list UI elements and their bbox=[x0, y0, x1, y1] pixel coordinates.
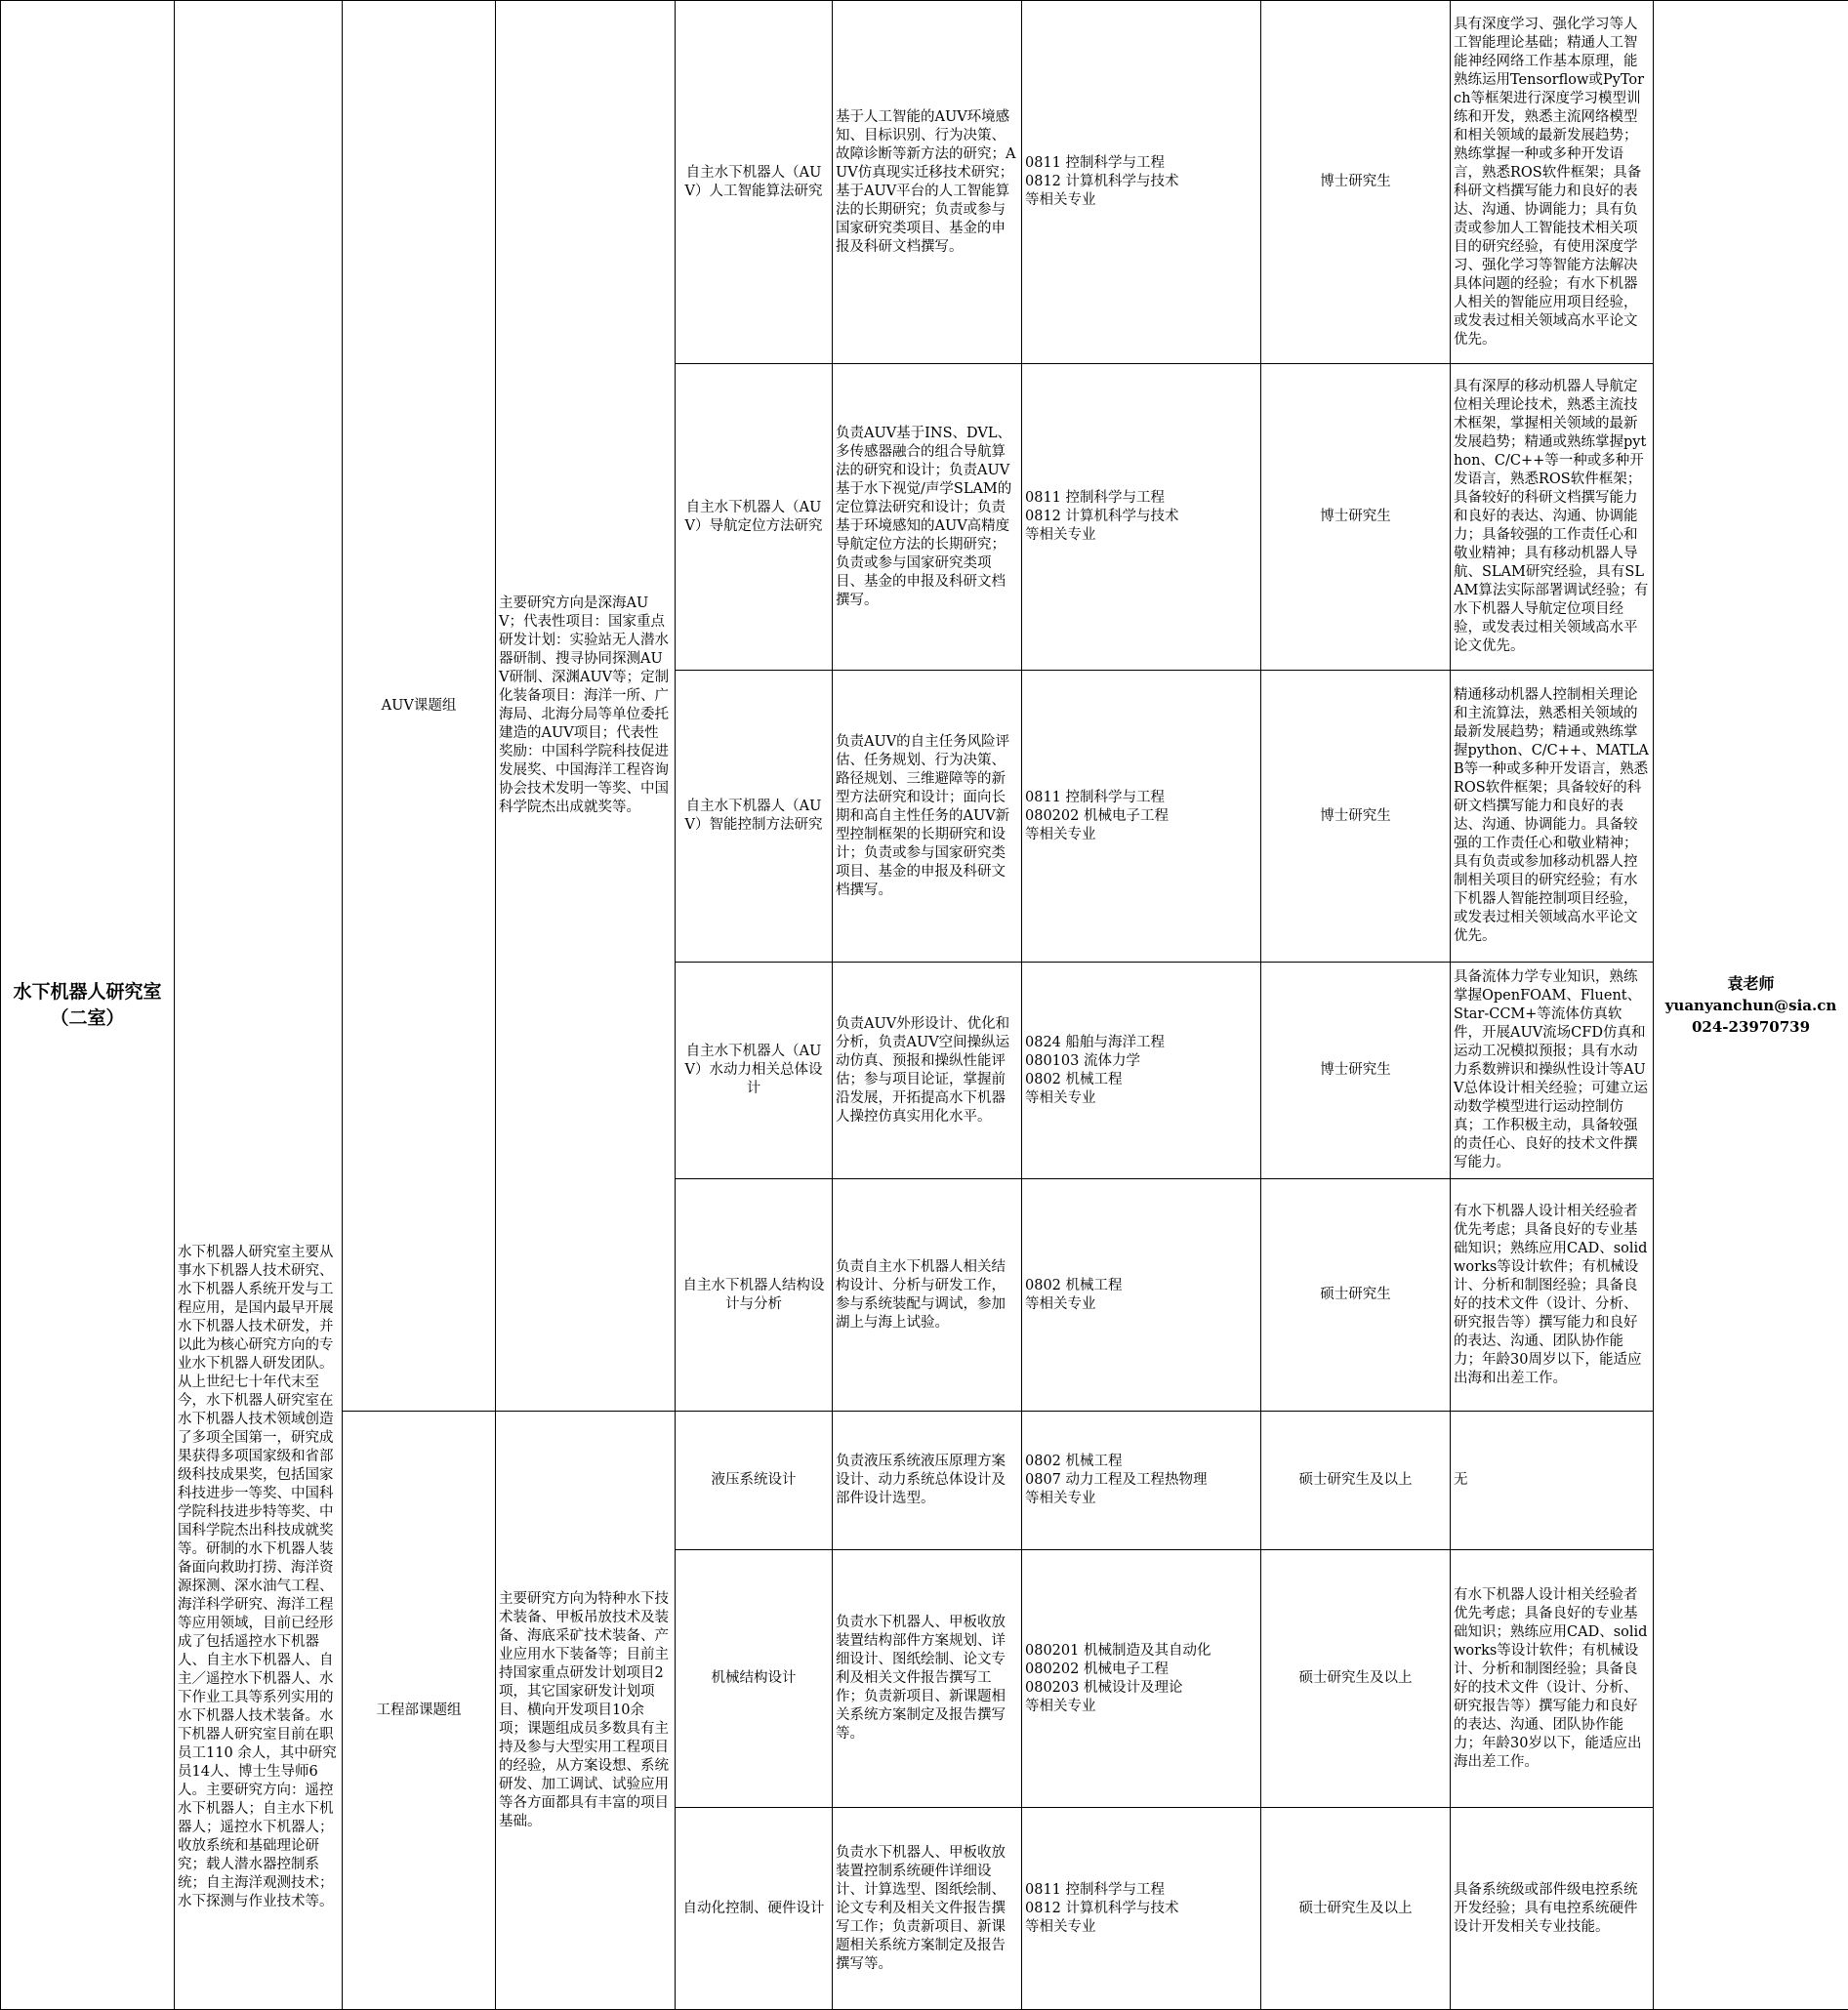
position-requirements: 精通移动机器人控制相关理论和主流算法，熟悉相关领域的最新发展趋势；精通或熟练掌握python、C/C++、MATLAB等一种或多种开发语言，熟悉ROS软件框架；具备较好的科研文档撰写能力和良好的表达、沟通、协调能力。具备较强的工作责任心和敬业精神；具有负责或参加移动机器人控制相关项目的研究经验；有水下机器人智能控制项目经验，或发表过相关领域高水平论文优先。 bbox=[1451, 671, 1654, 963]
position-major: 0824 船舶与海洋工程 080103 流体力学 0802 机械工程 等相关专业 bbox=[1022, 963, 1261, 1179]
position-title: 自主水下机器人（AUV）智能控制方法研究 bbox=[676, 671, 833, 963]
position-requirements: 无 bbox=[1451, 1412, 1654, 1550]
position-duty: 负责自主水下机器人相关结构设计、分析与研发工作，参与系统装配与调试，参加湖上与海上试验。 bbox=[833, 1179, 1022, 1412]
department-subname: （二室） bbox=[4, 1005, 171, 1032]
position-title: 自主水下机器人（AUV）水动力相关总体设计 bbox=[676, 963, 833, 1179]
position-duty: 负责AUV外形设计、优化和分析，负责AUV空间操纵运动仿真、预报和操纵性能评估；参与项目论证，掌握前沿发展，开拓提高水下机器人操控仿真实用化水平。 bbox=[833, 963, 1022, 1179]
position-requirements: 有水下机器人设计相关经验者优先考虑；具备良好的专业基础知识；熟练应用CAD、solidworks等设计软件；有机械设计、分析和制图经验；具备良好的技术文件（设计、分析、研究报告等）撰写能力和良好的表达、沟通、团队协作能力；年龄30岁以下，能适应出海出差工作。 bbox=[1451, 1550, 1654, 1808]
position-major: 0811 控制科学与工程 0812 计算机科学与技术 等相关专业 bbox=[1022, 364, 1261, 671]
position-title: 自主水下机器人（AUV）人工智能算法研究 bbox=[676, 1, 833, 364]
contact-cell bbox=[1654, 1, 1848, 2010]
position-requirements: 具有深度学习、强化学习等人工智能理论基础；精通人工智能神经网络工作基本原理，能熟练运用Tensorflow或PyTorch等框架进行深度学习模型训练和开发，熟悉主流网络模型和相关领域的最新发展趋势；熟练掌握一种或多种开发语言，熟悉ROS软件框架；具备科研文档撰写能力和良好的表达、沟通、协调能力；具有负责或参加人工智能技术相关项目的研究经验，有使用深度学习、强化学习等智能方法解决具体问题的经验；有水下机器人相关的智能应用项目经验，或发表过相关领域高水平论文优先。 bbox=[1451, 1, 1654, 364]
position-title: 机械结构设计 bbox=[676, 1550, 833, 1808]
position-major: 0811 控制科学与工程 080202 机械电子工程 等相关专业 bbox=[1022, 671, 1261, 963]
contact-phone: 024-23970739 bbox=[1657, 1016, 1845, 1038]
position-title: 自主水下机器人（AUV）导航定位方法研究 bbox=[676, 364, 833, 671]
group-intro-engineering: 主要研究方向为特种水下技术装备、甲板吊放技术及装备、海底采矿技术装备、产业应用水下装备等；目前主持国家重点研发计划项目2项，其它国家研发计划项目、横向开发项目10余项；课题组成员多数具有主持及参与大型实用工程项目的经验，从方案设想、系统研发、加工调试、试验应用等各方面都具有丰富的项目基础。 bbox=[496, 1412, 676, 2010]
position-duty: 基于人工智能的AUV环境感知、目标识别、行为决策、故障诊断等新方法的研究；AUV仿真现实迁移技术研究；基于AUV平台的人工智能算法的长期研究；负责或参与国家研究类项目、基金的申报及科研文档撰写。 bbox=[833, 1, 1022, 364]
position-degree: 硕士研究生及以上 bbox=[1261, 1412, 1451, 1550]
table-row bbox=[1, 1, 1848, 364]
position-degree: 硕士研究生及以上 bbox=[1261, 1808, 1451, 2010]
position-degree: 博士研究生 bbox=[1261, 364, 1451, 671]
group-name-engineering: 工程部课题组 bbox=[343, 1412, 496, 2010]
position-degree: 硕士研究生及以上 bbox=[1261, 1550, 1451, 1808]
position-major: 0811 控制科学与工程 0812 计算机科学与技术 等相关专业 bbox=[1022, 1808, 1261, 2010]
position-degree: 博士研究生 bbox=[1261, 1, 1451, 364]
position-requirements: 具有深厚的移动机器人导航定位相关理论技术，熟悉主流技术框架，掌握相关领域的最新发展趋势；精通或熟练掌握python、C/C++等一种或多种开发语言，熟悉ROS软件框架；具备较好的科研文档撰写能力和良好的表达、沟通、协调能力；具备较强的工作责任心和敬业精神；具有移动机器人导航、SLAM研究经验，具有SLAM算法实际部署调试经验；有水下机器人导航定位项目经验，或发表过相关领域高水平论文优先。 bbox=[1451, 364, 1654, 671]
position-duty: 负责AUV的自主任务风险评估、任务规划、行为决策、路径规划、三维避障等的新型方法研究和设计；面向长期和高自主性任务的AUV新型控制框架的长期研究和设计；负责或参与国家研究类项目、基金的申报及科研文档撰写。 bbox=[833, 671, 1022, 963]
group-name-auv: AUV课题组 bbox=[343, 1, 496, 1412]
department-name: 水下机器人研究室 bbox=[4, 979, 171, 1005]
position-major: 0802 机械工程 0807 动力工程及工程热物理 等相关专业 bbox=[1022, 1412, 1261, 1550]
position-major: 0811 控制科学与工程 0812 计算机科学与技术 等相关专业 bbox=[1022, 1, 1261, 364]
position-requirements: 具备系统级或部件级电控系统开发经验；具有电控系统硬件设计开发相关专业技能。 bbox=[1451, 1808, 1654, 2010]
position-degree: 博士研究生 bbox=[1261, 671, 1451, 963]
position-major: 0802 机械工程 等相关专业 bbox=[1022, 1179, 1261, 1412]
position-title: 自主水下机器人结构设计与分析 bbox=[676, 1179, 833, 1412]
position-title: 液压系统设计 bbox=[676, 1412, 833, 1550]
department-intro: 水下机器人研究室主要从事水下机器人技术研究、水下机器人系统开发与工程应用，是国内最早开展水下机器人技术研发，并以此为核心研究方向的专业水下机器人研发团队。从上世纪七十年代末至今，水下机器人研究室在水下机器人技术领域创造了多项全国第一，研究成果获得多项国家级和省部级科技成果奖，包括国家科技进步一等奖、中国科学院科技进步特等奖、中国科学院杰出科技成就奖等。研制的水下机器人装备面向救助打捞、海洋资源探测、深水油气工程、海洋科学研究、海洋工程等应用领域，目前已经形成了包括遥控水下机器人、自主水下机器人、自主／遥控水下机器人、水下作业工具等系列实用的水下机器人技术装备。水下机器人研究室目前在职员工110 余人，其中研究员14人、博士生导师6人。主要研究方向：遥控水下机器人；自主水下机器人；遥控水下机器人；收放系统和基础理论研究；载人潜水器控制系统；自主海洋观测技术；水下探测与作业技术等。 bbox=[175, 1, 343, 2010]
position-degree: 博士研究生 bbox=[1261, 963, 1451, 1179]
position-requirements: 具备流体力学专业知识，熟练掌握OpenFOAM、Fluent、Star-CCM+等流体仿真软件，开展AUV流场CFD仿真和运动工况模拟预报；具有水动力系数辨识和操纵性设计等AUV总体设计相关经验；可建立运动数学模型进行运动控制仿真；工作积极主动，具备较强的责任心、良好的技术文件撰写能力。 bbox=[1451, 963, 1654, 1179]
department-cell bbox=[1, 1, 175, 2010]
position-duty: 负责水下机器人、甲板收放装置结构部件方案规划、详细设计、图纸绘制、论文专利及相关文件报告撰写工作；负责新项目、新课题相关系统方案制定及报告撰写等。 bbox=[833, 1550, 1022, 1808]
position-title: 自动化控制、硬件设计 bbox=[676, 1808, 833, 2010]
position-duty: 负责AUV基于INS、DVL、多传感器融合的组合导航算法的研究和设计；负责AUV基于水下视觉/声学SLAM的定位算法研究和设计；负责基于环境感知的AUV高精度导航定位方法的长期研究；负责或参与国家研究类项目、基金的申报及科研文档撰写。 bbox=[833, 364, 1022, 671]
position-duty: 负责液压系统液压原理方案设计、动力系统总体设计及部件设计选型。 bbox=[833, 1412, 1022, 1550]
group-intro-auv: 主要研究方向是深海AUV；代表性项目：国家重点研发计划：实验站无人潜水器研制、搜寻协同探测AUV研制、深渊AUV等；定制化装备项目：海洋一所、广海局、北海分局等单位委托建造的AUV项目；代表性奖励：中国科学院科技促进发展奖、中国海洋工程咨询协会技术发明一等奖、中国科学院杰出成就奖等。 bbox=[496, 1, 676, 1412]
position-requirements: 有水下机器人设计相关经验者优先考虑；具备良好的专业基础知识；熟练应用CAD、solidworks等设计软件；有机械设计、分析和制图经验；具备良好的技术文件（设计、分析、研究报告等）撰写能力和良好的表达、沟通、团队协作能力；年龄30周岁以下，能适应出海和出差工作。 bbox=[1451, 1179, 1654, 1412]
contact-email: yuanyanchun@sia.cn bbox=[1657, 995, 1845, 1016]
position-degree: 硕士研究生 bbox=[1261, 1179, 1451, 1412]
contact-name: 袁老师 bbox=[1657, 973, 1845, 995]
position-duty: 负责水下机器人、甲板收放装置控制系统硬件详细设计、计算选型、图纸绘制、论文专利及相关文件报告撰写工作；负责新项目、新课题相关系统方案制定及报告撰写等。 bbox=[833, 1808, 1022, 2010]
position-major: 080201 机械制造及其自动化 080202 机械电子工程 080203 机械设计及理论 等相关专业 bbox=[1022, 1550, 1261, 1808]
